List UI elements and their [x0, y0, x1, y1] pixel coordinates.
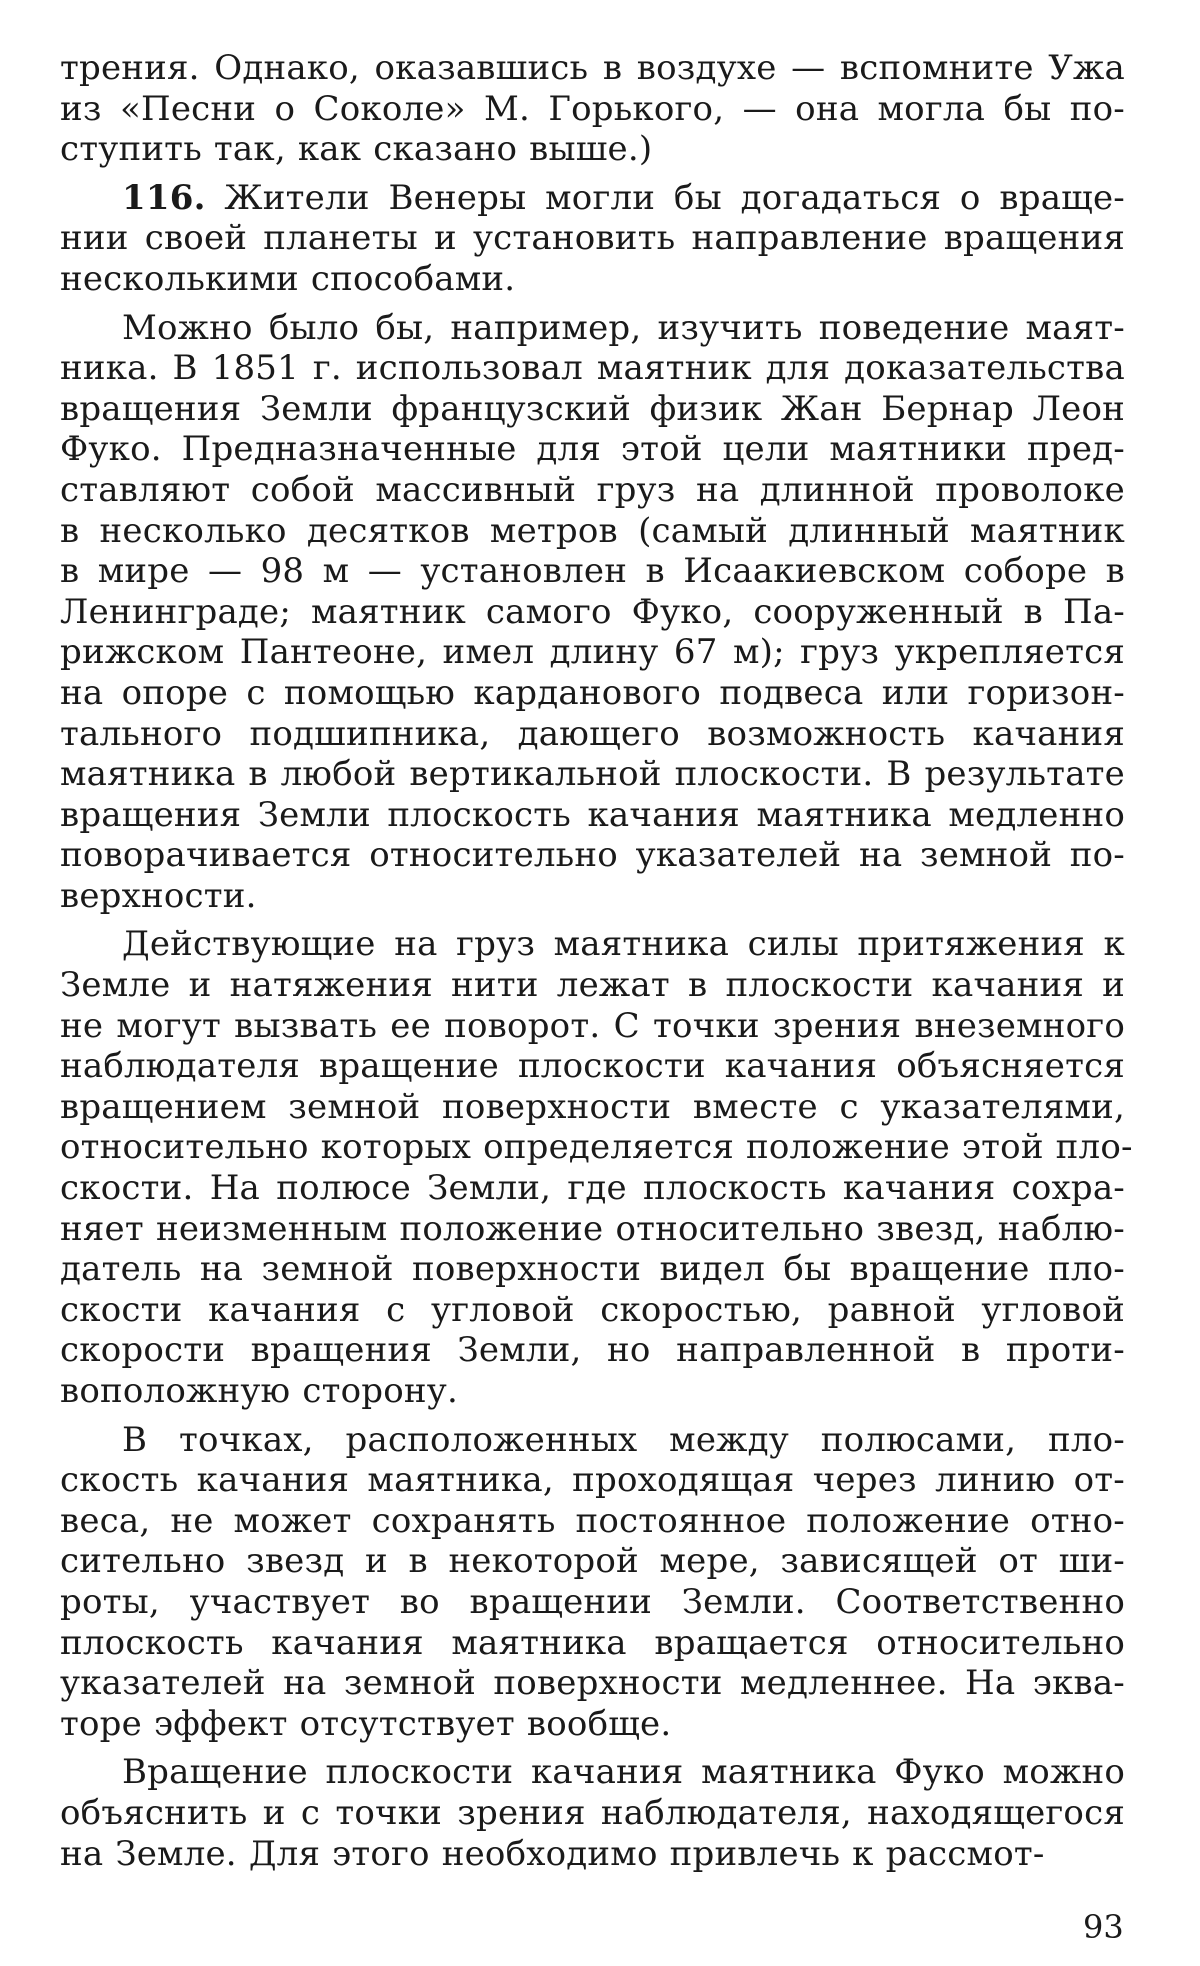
- text-line: [60, 1752, 1125, 1793]
- line-text: веса, не может сохранять постоянное положение отно-: [60, 1500, 1125, 1541]
- paragraph-5: [60, 1752, 1125, 1874]
- text-line: [60, 1249, 1125, 1290]
- text-line: [60, 1209, 1125, 1250]
- line-text: торе эффект отсутствует вообще.: [60, 1703, 672, 1744]
- text-line: [60, 1006, 1125, 1047]
- text-line: [60, 1582, 1125, 1623]
- line-text: плоскость качания маятника вращается относительно: [60, 1622, 1125, 1663]
- text-line: [60, 1420, 1125, 1461]
- line-text: ставляют собой массивный груз на длинной проволоке: [60, 469, 1125, 510]
- paragraph-1: [60, 178, 1125, 300]
- text-line: [60, 754, 1125, 795]
- text-line: [60, 1046, 1125, 1087]
- line-text: в мире — 98 м — установлен в Исаакиевском соборе в: [60, 551, 1125, 592]
- line-text: не могут вызвать ее поворот. С точки зрения внеземного: [60, 1005, 1125, 1046]
- text-line: [60, 1663, 1125, 1704]
- line-text: воположную сторону.: [60, 1371, 458, 1411]
- line-text: Ленинграде; маятник самого Фуко, сооруженный в Па-: [60, 591, 1125, 632]
- text-line: [60, 429, 1125, 470]
- page-body: [60, 48, 1133, 1874]
- line-text: вращения Земли французский физик Жан Бернар Леон: [60, 388, 1125, 429]
- text-line: [60, 592, 1125, 633]
- text-line: [60, 1793, 1125, 1834]
- paragraph-0: [60, 48, 1125, 170]
- line-text: роты, участвует во вращении Земли. Соответственно: [60, 1581, 1125, 1622]
- line-text: на опоре с помощью карданового подвеса или горизон-: [60, 672, 1125, 713]
- text-line: [60, 48, 1125, 89]
- text-line: [60, 876, 1125, 917]
- text-line: [60, 1460, 1125, 1501]
- text-line: [60, 551, 1125, 592]
- line-text: В точках, расположенных между полюсами, пло-: [122, 1419, 1125, 1460]
- line-text: маятника в любой вертикальной плоскости. В результате: [60, 754, 1125, 795]
- line-text: несколькими способами.: [60, 258, 516, 299]
- line-text: относительно которых определяется положение этой пло-: [60, 1127, 1133, 1168]
- line-text: датель на земной поверхности видел бы вращение пло-: [60, 1249, 1125, 1290]
- line-text: наблюдателя вращение плоскости качания объясняется: [60, 1046, 1125, 1087]
- line-text: объяснить и с точки зрения наблюдателя, находящегося: [60, 1792, 1125, 1833]
- line-text: Земле и натяжения нити лежат в плоскости качания и: [60, 965, 1125, 1006]
- problem-number: 116.: [122, 177, 206, 218]
- line-text: трения. Однако, оказавшись в воздухе — вспомните Ужа: [60, 48, 1125, 88]
- text-line: [60, 348, 1125, 389]
- line-text: Жители Венеры могли бы догадаться о враще-: [205, 177, 1125, 218]
- text-line: [60, 714, 1125, 755]
- line-text: вращения Земли плоскость качания маятника медленно: [60, 794, 1125, 835]
- line-text: в несколько десятков метров (самый длинный маятник: [60, 510, 1125, 551]
- line-text: скость качания маятника, проходящая через линию от-: [60, 1460, 1125, 1501]
- text-line: [60, 308, 1125, 349]
- line-text: верхности.: [60, 875, 257, 916]
- text-line: [60, 259, 1125, 300]
- line-text: рижском Пантеоне, имел длину 67 м); груз укрепляется: [60, 632, 1125, 673]
- line-text: поворачивается относительно указателей на земной по-: [60, 835, 1125, 876]
- text-line: [60, 1834, 1125, 1875]
- text-line: [60, 1371, 1125, 1412]
- line-text: ступить так, как сказано выше.): [60, 129, 653, 170]
- page-number: 93: [1083, 1908, 1124, 1946]
- paragraph-2: [60, 308, 1125, 917]
- line-text: ника. В 1851 г. использовал маятник для доказательства: [60, 348, 1125, 389]
- line-text: вращением земной поверхности вместе с указателями,: [60, 1086, 1125, 1127]
- text-line: [60, 1087, 1125, 1128]
- line-text: Можно было бы, например, изучить поведение маят-: [122, 307, 1125, 348]
- line-text: скости. На полюсе Земли, где плоскость качания сохра-: [60, 1168, 1125, 1209]
- line-text: тального подшипника, дающего возможность качания: [60, 713, 1125, 754]
- text-line: [60, 1330, 1125, 1371]
- text-line: [60, 835, 1125, 876]
- text-line: [60, 673, 1125, 714]
- line-text: указателей на земной поверхности медленнее. На эква-: [60, 1663, 1125, 1704]
- line-text: скорости вращения Земли, но направленной в проти-: [60, 1330, 1125, 1371]
- text-line: [60, 1127, 1133, 1168]
- text-line: [60, 389, 1125, 430]
- line-text: на Земле. Для этого необходимо привлечь к рассмот-: [60, 1833, 1045, 1874]
- text-line: [60, 1623, 1125, 1664]
- text-line: [60, 129, 1125, 170]
- line-text: Вращение плоскости качания маятника Фуко можно: [122, 1752, 1125, 1793]
- line-text: сительно звезд и в некоторой мере, зависящей от ши-: [60, 1541, 1125, 1582]
- line-text: няет неизменным положение относительно звезд, наблю-: [60, 1208, 1125, 1249]
- text-line: [60, 924, 1125, 965]
- paragraph-4: [60, 1420, 1125, 1745]
- text-line: [60, 795, 1125, 836]
- paragraph-3: [60, 924, 1133, 1411]
- text-line: [60, 1704, 1125, 1745]
- text-line: [60, 178, 1125, 219]
- text-line: [60, 1501, 1125, 1542]
- text-line: [60, 1541, 1125, 1582]
- text-line: [60, 965, 1125, 1006]
- line-text: нии своей планеты и установить направление вращения: [60, 218, 1125, 259]
- text-line: [60, 632, 1125, 673]
- text-line: [60, 1290, 1125, 1331]
- text-line: [60, 218, 1125, 259]
- text-line: [60, 470, 1125, 511]
- text-line: [60, 1168, 1125, 1209]
- line-text: Действующие на груз маятника силы притяжения к: [122, 924, 1125, 965]
- line-text: скости качания с угловой скоростью, равной угловой: [60, 1289, 1125, 1330]
- text-line: [60, 89, 1125, 130]
- text-line: [60, 511, 1125, 552]
- line-text: Фуко. Предназначенные для этой цели маятники пред-: [60, 429, 1125, 470]
- line-text: из «Песни о Соколе» М. Горького, — она могла бы по-: [60, 88, 1125, 129]
